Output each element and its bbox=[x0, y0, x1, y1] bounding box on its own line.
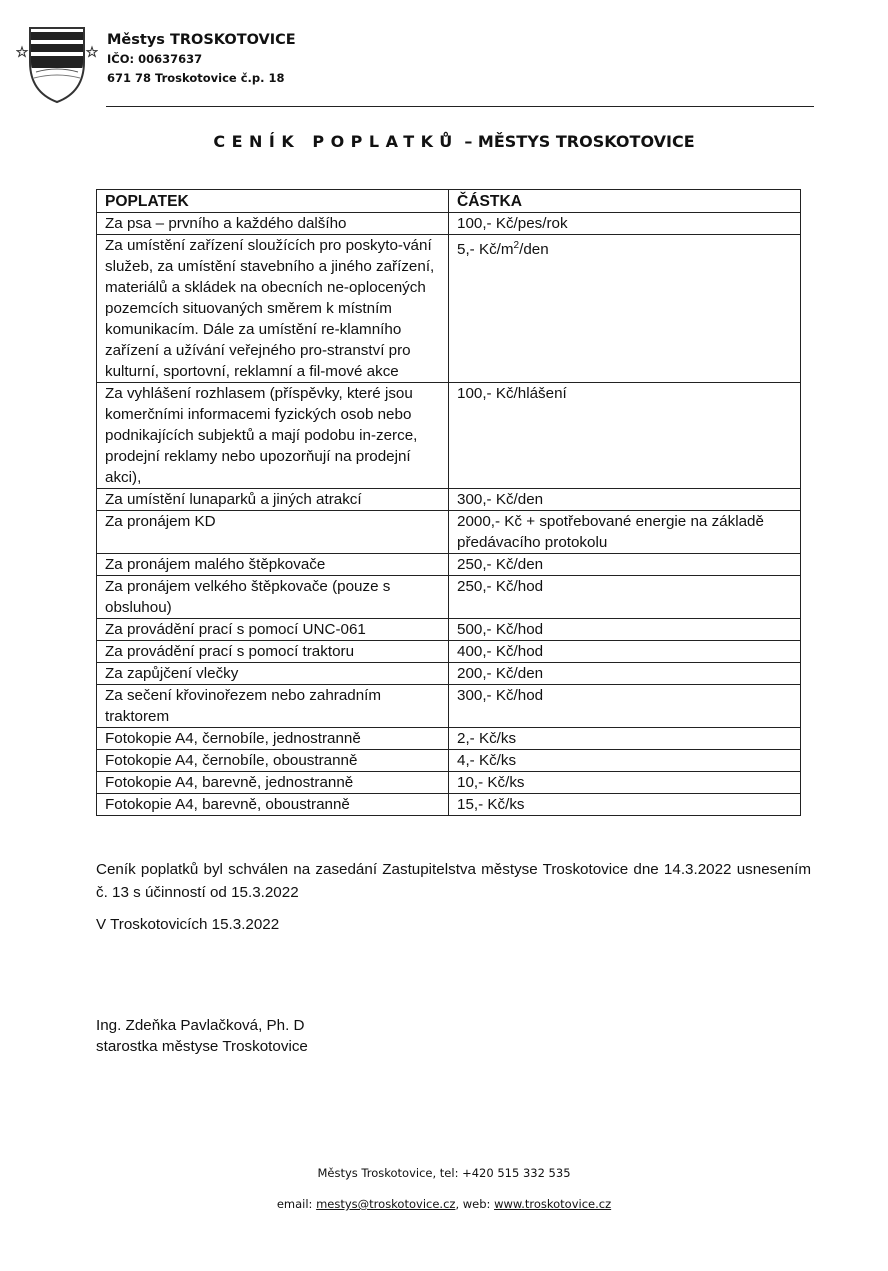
table-row bbox=[97, 511, 801, 554]
header-divider bbox=[106, 106, 814, 107]
fee-cell: Za vyhlášení rozhlasem (příspěvky, které jsou komerčními informacemi fyzických osob nebo podnikajících subjektů a mají podobu in-zerce, prodejní reklamy nebo upozorňují na prodejní akci), bbox=[97, 383, 449, 489]
table-row bbox=[97, 641, 801, 663]
table-row bbox=[97, 619, 801, 641]
document-title bbox=[0, 132, 888, 151]
column-header-fee: POPLATEK bbox=[97, 190, 449, 213]
amount-cell: 10,- Kč/ks bbox=[449, 772, 801, 794]
fee-cell: Za umístění lunaparků a jiných atrakcí bbox=[97, 489, 449, 511]
amount-cell: 300,- Kč/hod bbox=[449, 685, 801, 728]
amount-cell: 4,- Kč/ks bbox=[449, 750, 801, 772]
table-row bbox=[97, 794, 801, 816]
amount-cell: 100,- Kč/hlášení bbox=[449, 383, 801, 489]
amount-cell: 2000,- Kč + spotřebované energie na základě předávacího protokolu bbox=[449, 511, 801, 554]
title-spaced-part: CENÍK POPLATKŮ bbox=[213, 132, 459, 151]
table-row bbox=[97, 383, 801, 489]
amount-cell: 300,- Kč/den bbox=[449, 489, 801, 511]
amount-cell: 250,- Kč/hod bbox=[449, 576, 801, 619]
fee-cell: Fotokopie A4, barevně, oboustranně bbox=[97, 794, 449, 816]
amount-cell: 2,- Kč/ks bbox=[449, 728, 801, 750]
web-label: , web: bbox=[455, 1197, 495, 1211]
amount-cell: 400,- Kč/hod bbox=[449, 641, 801, 663]
table-row bbox=[97, 663, 801, 685]
fee-table bbox=[96, 189, 801, 816]
table-row bbox=[97, 750, 801, 772]
email-label: email: bbox=[276, 1197, 317, 1211]
fee-cell: Za zapůjčení vlečky bbox=[97, 663, 449, 685]
company-id: IČO: 00637637 bbox=[107, 52, 203, 66]
amount-text: 5,- Kč/m bbox=[457, 241, 514, 259]
fee-cell: Za psa – prvního a každého dalšího bbox=[97, 213, 449, 235]
municipality-name: Městys TROSKOTOVICE bbox=[107, 32, 296, 48]
fee-cell: Za sečení křovinořezem nebo zahradním traktorem bbox=[97, 685, 449, 728]
table-row bbox=[97, 576, 801, 619]
fee-cell: Za pronájem malého štěpkovače bbox=[97, 554, 449, 576]
amount-cell: 100,- Kč/pes/rok bbox=[449, 213, 801, 235]
signatory-name: Ing. Zdeňka Pavlačková, Ph. D bbox=[96, 1017, 305, 1034]
table-row bbox=[97, 685, 801, 728]
fee-cell: Za pronájem velkého štěpkovače (pouze s obsluhou) bbox=[97, 576, 449, 619]
fee-cell: Fotokopie A4, černobíle, oboustranně bbox=[97, 750, 449, 772]
column-header-amount: ČÁSTKA bbox=[449, 190, 801, 213]
amount-cell: 250,- Kč/den bbox=[449, 554, 801, 576]
amount-text-suffix: /den bbox=[519, 241, 549, 259]
table-header-row bbox=[97, 190, 801, 213]
amount-cell: 200,- Kč/den bbox=[449, 663, 801, 685]
table-row bbox=[97, 554, 801, 576]
table-row bbox=[97, 213, 801, 235]
footer-links bbox=[0, 1197, 888, 1211]
coat-of-arms-logo bbox=[16, 22, 98, 106]
fee-cell: Za pronájem KD bbox=[97, 511, 449, 554]
approval-note: Ceník poplatků byl schválen na zasedání Zastupitelstva městyse Troskotovice dne 14.3.2022 usnesením č. 13 s účinností od 15.3.2022 bbox=[96, 861, 811, 901]
address: 671 78 Troskotovice č.p. 18 bbox=[107, 71, 285, 85]
amount-cell: 500,- Kč/hod bbox=[449, 619, 801, 641]
fee-cell: Fotokopie A4, černobíle, jednostranně bbox=[97, 728, 449, 750]
footer-contact: Městys Troskotovice, tel: +420 515 332 535 bbox=[317, 1166, 571, 1180]
title-rest: – MĚSTYS TROSKOTOVICE bbox=[464, 132, 695, 151]
table-row bbox=[97, 489, 801, 511]
amount-cell bbox=[449, 235, 801, 383]
web-link[interactable]: www.troskotovice.cz bbox=[494, 1197, 612, 1211]
fee-cell: Za provádění prací s pomocí traktoru bbox=[97, 641, 449, 663]
table-row bbox=[97, 772, 801, 794]
signature-block bbox=[96, 1015, 308, 1057]
letterhead bbox=[107, 30, 296, 88]
place-and-date: V Troskotovicích 15.3.2022 bbox=[96, 916, 280, 933]
fee-cell: Fotokopie A4, barevně, jednostranně bbox=[97, 772, 449, 794]
email-link[interactable]: mestys@troskotovice.cz bbox=[316, 1197, 456, 1211]
table-row bbox=[97, 235, 801, 383]
amount-cell: 15,- Kč/ks bbox=[449, 794, 801, 816]
fee-cell: Za umístění zařízení sloužících pro poskyto-vání služeb, za umístění stavebního a jiného zařízení, materiálů a skládek na obecních ne-oplocených pozemcích situovaných směrem k místním komunikacím. Dále za umístění re-klamního zařízení a užívání veřejného pro-stranství pro kulturní, sportovní, reklamní a fil-mové akce bbox=[97, 235, 449, 383]
table-row bbox=[97, 728, 801, 750]
signatory-role: starostka městyse Troskotovice bbox=[96, 1038, 308, 1055]
fee-cell: Za provádění prací s pomocí UNC-061 bbox=[97, 619, 449, 641]
amount-superscript: 2 bbox=[513, 240, 520, 251]
